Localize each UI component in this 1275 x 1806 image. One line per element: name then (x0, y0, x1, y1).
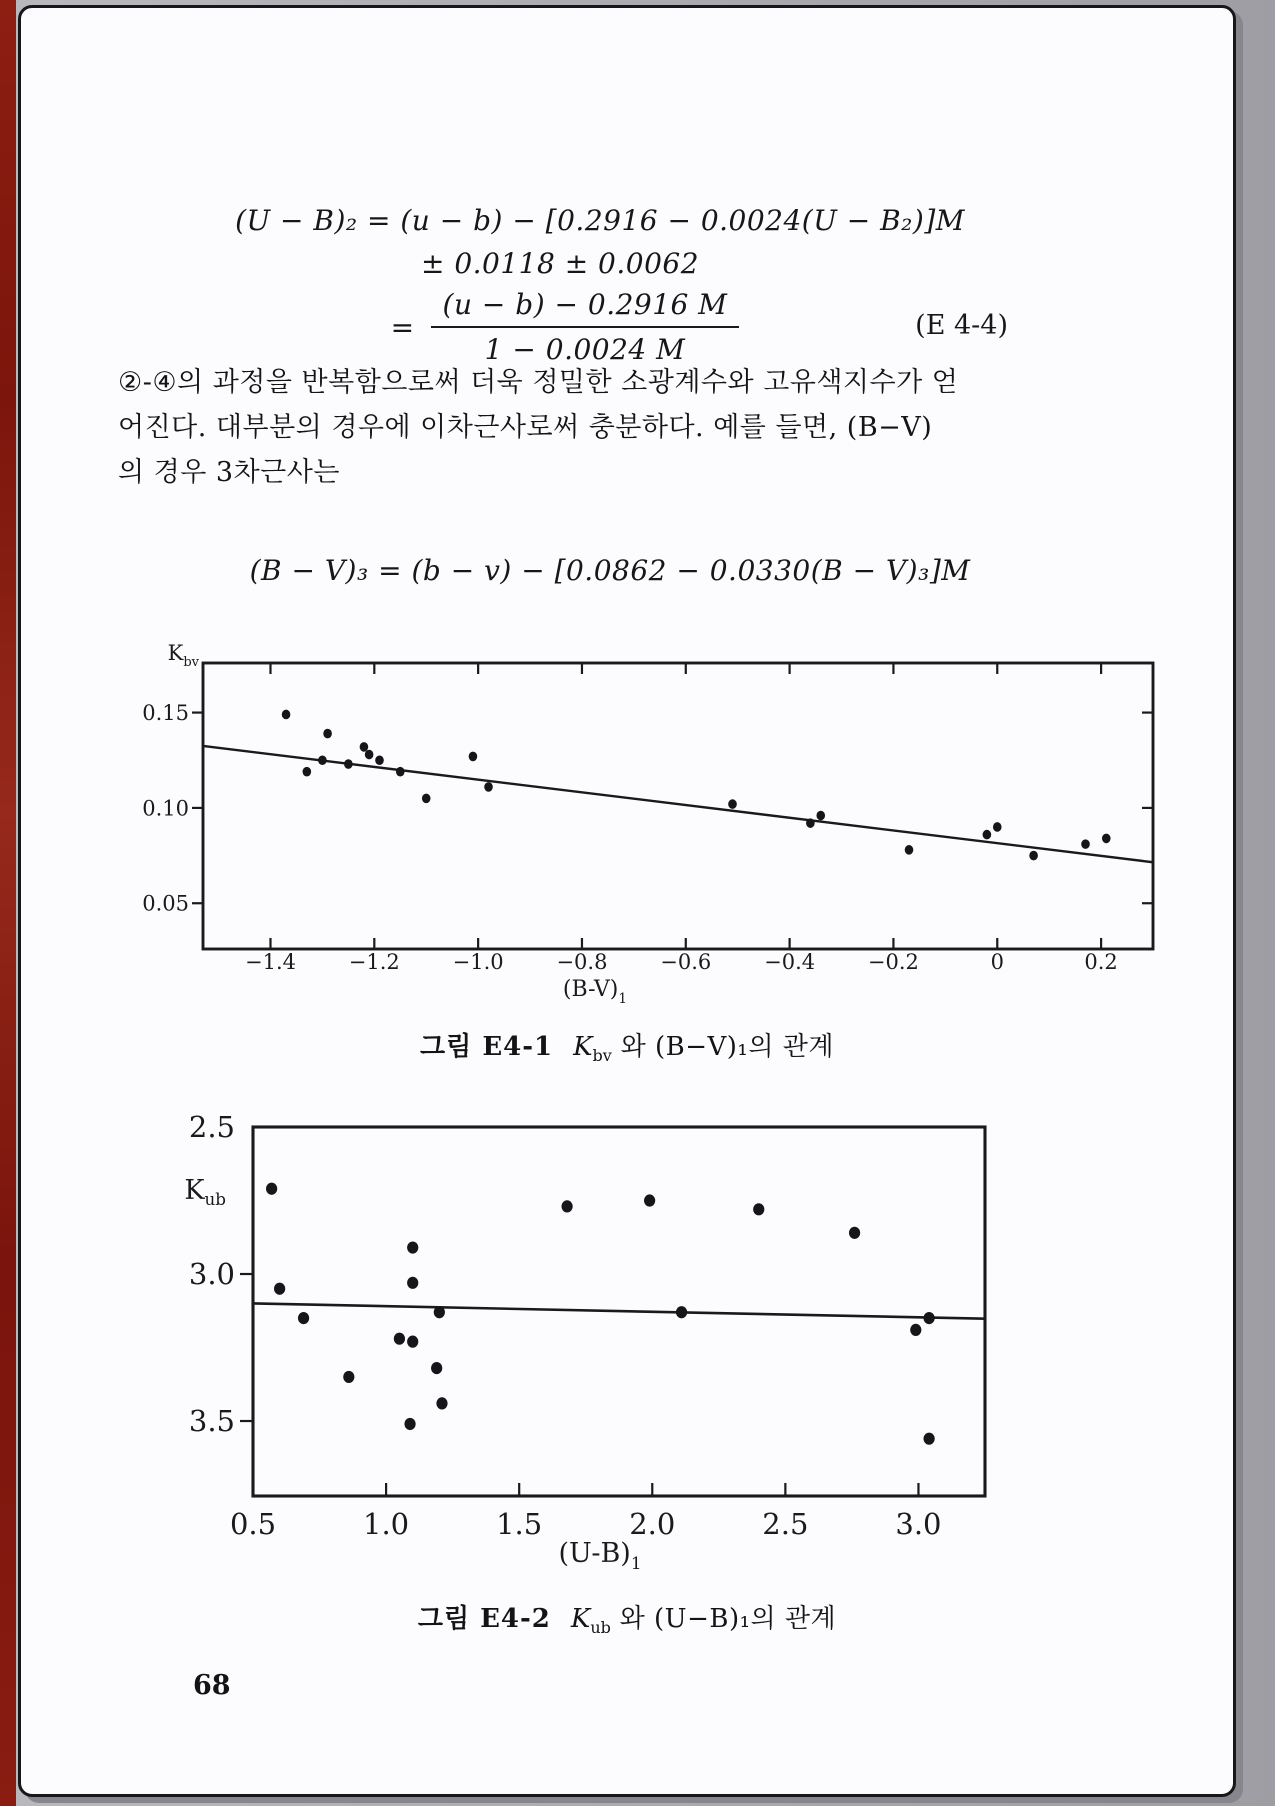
data-point (728, 799, 737, 809)
equation-e44 (140, 204, 1060, 366)
x-tick-label: 0.5 (229, 1507, 277, 1541)
data-point (394, 1333, 405, 1345)
figure-e42-caption-text: 와 (U−B)₁의 관계 (610, 1604, 837, 1634)
data-point (434, 1306, 445, 1318)
figure-e41-symbol: K (573, 1032, 593, 1062)
equation-e44-line1: (U − B)₂ = (u − b) − [0.2916 − 0.0024(U − B₂)]M (235, 204, 965, 237)
data-point (274, 1283, 285, 1295)
data-point (282, 710, 291, 720)
data-point (849, 1227, 860, 1239)
x-tick-label: −0.8 (556, 950, 608, 974)
figure-e42-symbol-sub: ub (590, 1618, 611, 1638)
equation-e44-fraction (105, 288, 1025, 366)
fraction (431, 288, 740, 366)
y-tick-label: 3.5 (188, 1404, 235, 1439)
y-tick-label: 0.05 (142, 891, 189, 916)
fit-line (253, 1303, 985, 1318)
figure-e41-caption-text: 와 (B−V)₁의 관계 (611, 1032, 834, 1062)
paragraph-line-3: 의 경우 3차근사는 (118, 457, 340, 488)
data-point (1081, 839, 1090, 849)
x-tick-label: −1.2 (348, 950, 400, 974)
y-tick-label: 0.10 (142, 796, 189, 821)
figure-e41-label: 그림 E4-1 (420, 1032, 554, 1062)
data-point (396, 767, 405, 777)
data-point (816, 811, 825, 821)
data-point (365, 750, 374, 760)
x-tick-label: 1.5 (496, 1507, 543, 1541)
data-point (676, 1306, 687, 1318)
x-tick-label: −1.0 (452, 950, 504, 974)
data-point (806, 818, 815, 828)
data-point (375, 755, 384, 765)
data-point (266, 1183, 277, 1195)
data-point (469, 752, 478, 762)
y-tick-label: 0.15 (142, 700, 189, 725)
equation-number-tag: (E 4-4) (915, 310, 1008, 341)
x-tick-label: 1.0 (363, 1507, 410, 1541)
data-point (344, 759, 353, 769)
body-paragraph (118, 360, 1118, 495)
equation-e44-uncertainty: ± 0.0118 ± 0.0062 (420, 247, 700, 280)
x-axis-label: $(U-B)_1$ (558, 1538, 642, 1573)
figure-e42-caption (21, 1598, 1233, 1637)
x-axis-label: $(B-V)_1$ (562, 977, 628, 1007)
data-point (484, 782, 493, 792)
figure-e42-plot (21, 1102, 1233, 1582)
figure-e41-plot (21, 630, 1233, 1050)
page-number: 68 (193, 1670, 231, 1701)
equals-sign: = (390, 310, 415, 344)
data-point (753, 1203, 764, 1215)
data-point (905, 845, 914, 855)
data-point (298, 1312, 309, 1324)
x-tick-label: 0 (990, 950, 1004, 974)
x-tick-label: 3.0 (895, 1507, 942, 1541)
data-point (407, 1241, 418, 1253)
data-point (303, 767, 312, 777)
book-spine-edge (0, 0, 16, 1806)
data-point (323, 729, 332, 739)
paragraph-line-2: 어진다. 대부분의 경우에 이차근사로써 충분하다. 예를 들면, (B−V) (118, 412, 933, 443)
y-axis-label: $K_{bv}$ (167, 641, 199, 670)
data-point (1029, 851, 1038, 861)
data-point (431, 1362, 442, 1374)
data-point (436, 1397, 447, 1409)
data-point (318, 755, 327, 765)
scanned-page (18, 5, 1236, 1797)
fraction-numerator: (u − b) − 0.2916 M (431, 288, 740, 328)
data-point (422, 794, 431, 804)
equation-bv3 (140, 554, 1080, 587)
figure-e41-caption (21, 1026, 1233, 1065)
x-tick-label: −0.6 (660, 950, 712, 974)
data-point (343, 1371, 354, 1383)
figure-e42-symbol: K (570, 1604, 591, 1634)
y-axis-label: $K_{ub}$ (184, 1175, 226, 1209)
x-tick-label: 2.5 (762, 1507, 809, 1541)
plot-frame (203, 663, 1153, 949)
x-tick-label: 2.0 (629, 1507, 676, 1541)
fraction-denominator: 1 − 0.0024 M (484, 333, 686, 366)
y-tick-label: 2.5 (188, 1110, 235, 1145)
equation-bv3-text: (B − V)₃ = (b − v) − [0.0862 − 0.0330(B − V)₃]M (249, 554, 971, 587)
data-point (993, 822, 1002, 832)
data-point (407, 1336, 418, 1348)
data-point (644, 1194, 655, 1206)
x-tick-label: −1.4 (244, 950, 296, 974)
x-tick-label: −0.4 (764, 950, 816, 974)
data-point (924, 1433, 935, 1445)
data-point (360, 742, 369, 752)
data-point (910, 1324, 921, 1336)
data-point (983, 830, 992, 840)
y-tick-label: 3.0 (188, 1257, 235, 1292)
data-point (924, 1312, 935, 1324)
figure-e41-symbol-sub: bv (592, 1046, 612, 1066)
figure-e42-label: 그림 E4-2 (417, 1604, 551, 1634)
x-tick-label: 0.2 (1084, 950, 1118, 974)
data-point (561, 1200, 572, 1212)
data-point (404, 1418, 415, 1430)
data-point (1102, 834, 1111, 844)
paragraph-line-1: ②-④의 과정을 반복함으로써 더욱 정밀한 소광계수와 고유색지수가 얻 (118, 367, 959, 398)
x-tick-label: −0.2 (867, 950, 919, 974)
data-point (407, 1277, 418, 1289)
